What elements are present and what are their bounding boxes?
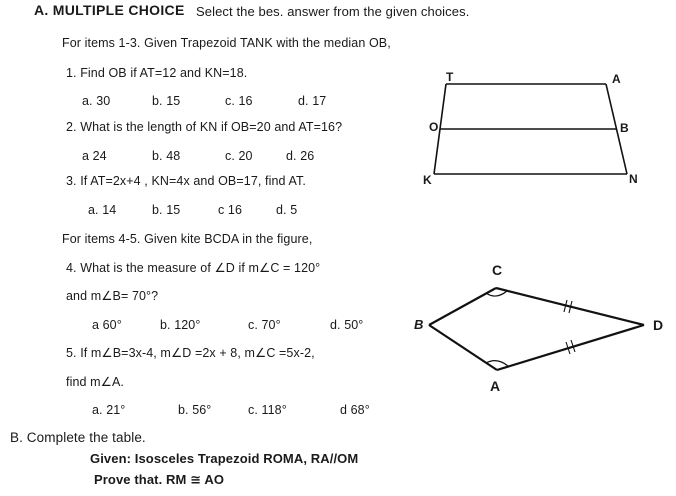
- items-4-5-intro: For items 4-5. Given kite BCDA in the figure,: [62, 232, 313, 246]
- q2-choice-b: b. 48: [152, 149, 181, 163]
- items-1-3-intro: For items 1-3. Given Trapezoid TANK with the median OB,: [62, 36, 391, 50]
- kite-bcda-figure: [429, 288, 644, 370]
- trapezoid-tank-figure: [434, 84, 627, 174]
- q1-choice-d: d. 17: [298, 94, 327, 108]
- kite-label-a: A: [490, 378, 501, 394]
- q2-choice-a: a 24: [82, 149, 107, 163]
- q5-choice-c: c. 118°: [248, 403, 287, 417]
- q3-choice-d: d. 5: [276, 203, 298, 217]
- given-statement: Given: Isosceles Trapezoid ROMA, RA//OM: [90, 451, 359, 466]
- question-5-line1: 5. If m∠B=3x-4, m∠D =2x + 8, m∠C =5x-2,: [66, 346, 315, 360]
- q1-choice-c: c. 16: [225, 94, 253, 108]
- q2-choice-d: d. 26: [286, 149, 315, 163]
- q3-choice-a: a. 14: [88, 203, 117, 217]
- q2-choice-c: c. 20: [225, 149, 253, 163]
- section-a-instruction: Select the bes. answer from the given choices.: [196, 4, 470, 19]
- question-3: 3. If AT=2x+4 , KN=4x and OB=17, find AT.: [66, 174, 306, 188]
- question-4-line1: 4. What is the measure of ∠D if m∠C = 120°: [66, 261, 321, 275]
- trapezoid-label-o: O: [429, 120, 439, 134]
- trapezoid-label-t: T: [446, 70, 454, 84]
- q4-choice-d: d. 50°: [330, 318, 364, 332]
- section-a-heading: A. MULTIPLE CHOICE: [34, 2, 185, 18]
- trapezoid-label-a: A: [612, 72, 621, 86]
- q4-choice-c: c. 70°: [248, 318, 281, 332]
- q5-choice-a: a. 21°: [92, 403, 126, 417]
- q1-choice-b: b. 15: [152, 94, 181, 108]
- q4-choice-a: a 60°: [92, 318, 122, 332]
- q3-choice-b: b. 15: [152, 203, 181, 217]
- kite-side-da: [497, 325, 644, 370]
- q5-choice-b: b. 56°: [178, 403, 212, 417]
- q3-choice-c: c 16: [218, 203, 243, 217]
- section-b-heading: B. Complete the table.: [10, 430, 146, 445]
- trapezoid-label-n: N: [629, 172, 638, 186]
- kite-side-cd: [496, 288, 644, 325]
- question-1: 1. Find OB if AT=12 and KN=18.: [66, 66, 248, 80]
- kite-label-d: D: [653, 317, 664, 333]
- q5-choice-d: d 68°: [340, 403, 370, 417]
- question-2: 2. What is the length of KN if OB=20 and AT=16?: [66, 120, 343, 134]
- trapezoid-label-k: K: [423, 173, 432, 187]
- q1-choice-a: a. 30: [82, 94, 111, 108]
- trapezoid-label-b: B: [620, 121, 629, 135]
- kite-label-b: B: [414, 317, 424, 332]
- question-4-line2: and m∠B= 70°?: [66, 289, 159, 303]
- prove-statement: Prove that. RM ≅ AO: [94, 472, 225, 487]
- kite-label-c: C: [492, 262, 503, 278]
- q4-choice-b: b. 120°: [160, 318, 201, 332]
- question-5-line2: find m∠A.: [66, 375, 124, 389]
